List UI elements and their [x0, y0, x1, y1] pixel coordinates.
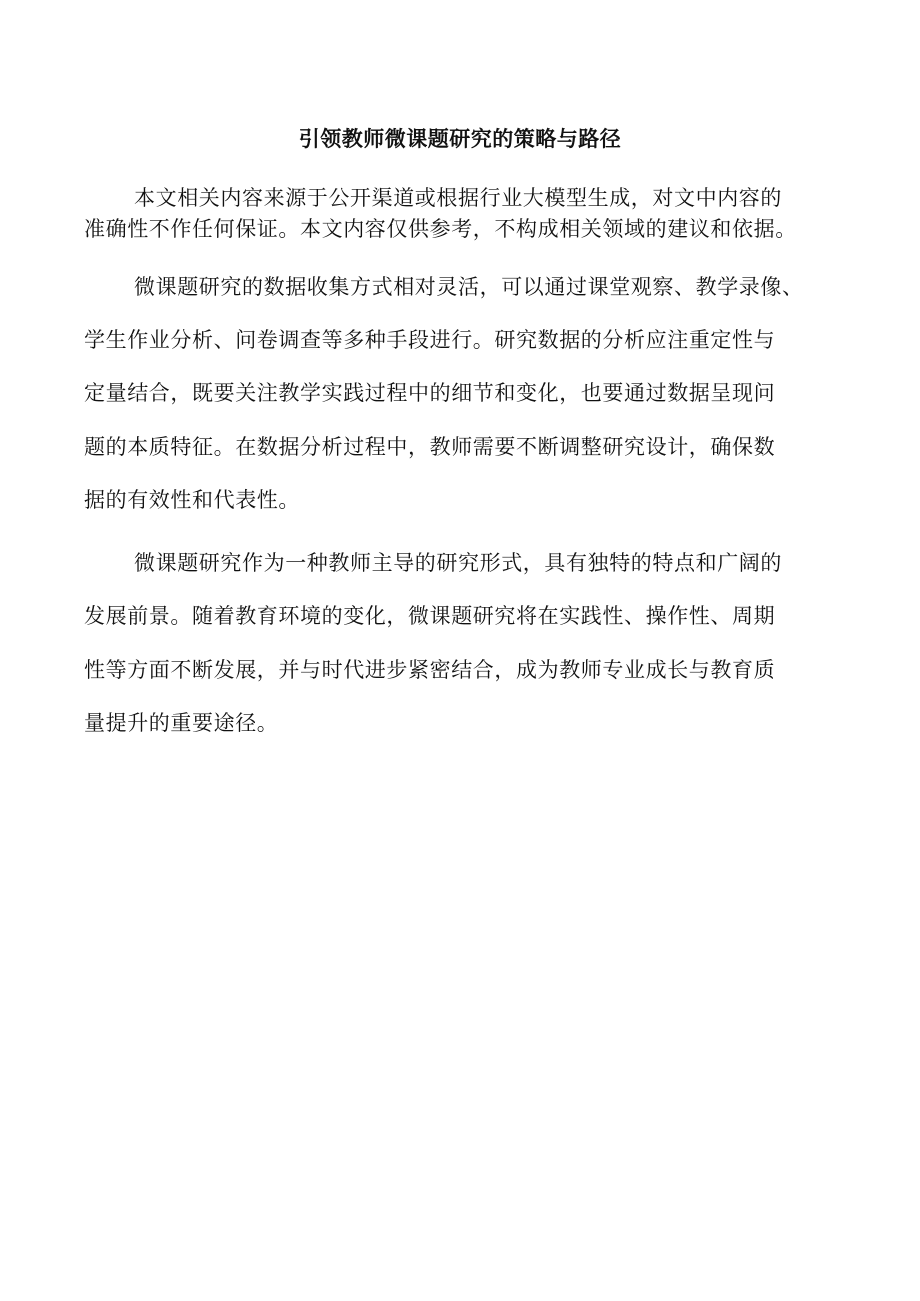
document-title: 引领教师微课题研究的策略与路径 [298, 126, 622, 151]
paragraph-1-line-4: 题的本质特征。在数据分析过程中，教师需要不断调整研究设计，确保数 [84, 435, 776, 459]
disclaimer-line-2: 准确性不作任何保证。本文内容仅供参考，不构成相关领域的建议和依据。 [84, 217, 797, 241]
paragraph-1-line-2: 学生作业分析、问卷调查等多种手段进行。研究数据的分析应注重定性与 [84, 328, 776, 352]
paragraph-1-line-1: 微课题研究的数据收集方式相对灵活，可以通过课堂观察、教学录像、 [134, 275, 804, 299]
disclaimer-line-1: 本文相关内容来源于公开渠道或根据行业大模型生成，对文中内容的 [134, 186, 782, 210]
paragraph-2-line-4: 量提升的重要途径。 [84, 711, 279, 735]
paragraph-2-line-1: 微课题研究作为一种教师主导的研究形式，具有独特的特点和广阔的 [134, 551, 782, 575]
paragraph-1-line-5: 据的有效性和代表性。 [84, 488, 300, 512]
paragraph-2-line-2: 发展前景。随着教育环境的变化，微课题研究将在实践性、操作性、周期 [84, 604, 776, 628]
paragraph-2-line-3: 性等方面不断发展，并与时代进步紧密结合，成为教师专业成长与教育质 [84, 658, 776, 682]
paragraph-1-line-3: 定量结合，既要关注教学实践过程中的细节和变化，也要通过数据呈现问 [84, 381, 776, 405]
